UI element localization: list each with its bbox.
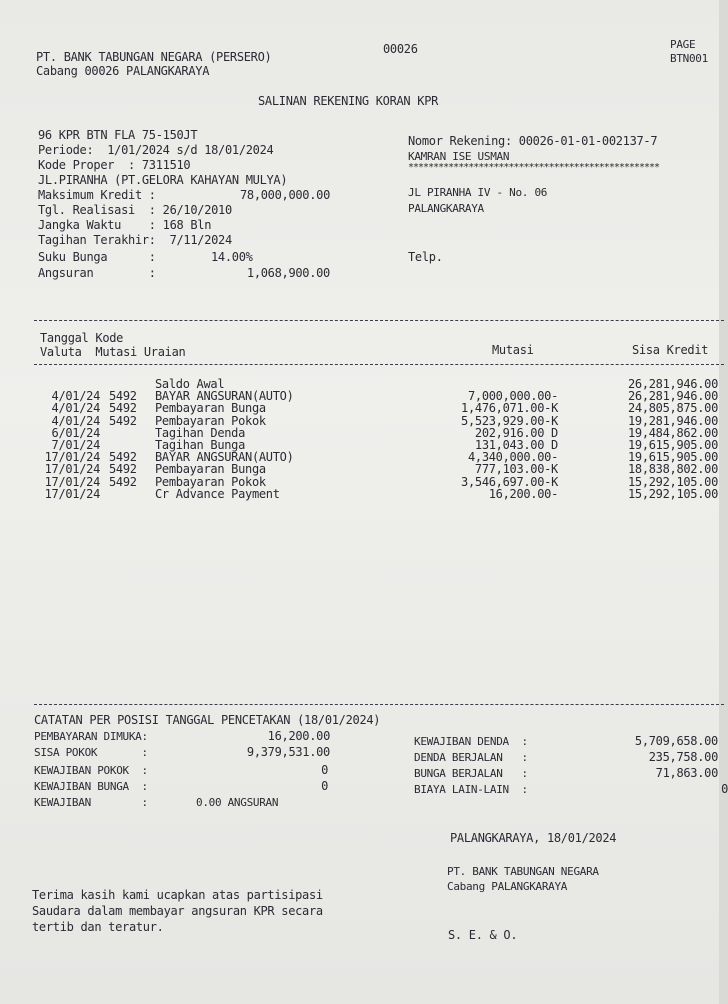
col-head-date-code: Tanggal Kode (40, 331, 124, 345)
summary-title: CATATAN PER POSISI TANGGAL PENCETAKAN (18/01/2024) (34, 713, 381, 727)
running-interest-label: BUNGA BERJALAN : (414, 767, 528, 780)
prepaid-label: PEMBAYARAN DIMUKA: (34, 730, 148, 743)
running-penalty-label: DENDA BERJALAN : (414, 751, 528, 764)
col-head-sisa: Sisa Kredit (632, 343, 709, 357)
row-description: Cr Advance Payment (155, 486, 280, 501)
row-mutasi: 4,340,000.00- (467, 450, 558, 465)
project-name: JL.PIRANHA (PT.GELORA KAHAYAN MULYA) (38, 173, 288, 187)
row-date: 7/01/24 (51, 438, 100, 452)
row-balance: 15,292,105.00 (627, 474, 718, 489)
row-date: 4/01/24 (51, 401, 100, 416)
row-code: 5492 (109, 413, 137, 428)
penalty-obligation-label: KEWAJIBAN DENDA : (414, 735, 528, 748)
row-date: 17/01/24 (44, 462, 100, 477)
form-code: BTN001 (670, 52, 708, 65)
row-balance: 26,281,946.00 (627, 389, 718, 404)
errors-omissions: S. E. & O. (448, 928, 518, 942)
place-date: PALANGKARAYA, 18/01/2024 (450, 831, 617, 845)
principal-due-label: KEWAJIBAN POKOK : (34, 764, 148, 777)
row-code: 5492 (109, 474, 137, 489)
signature-bank: PT. BANK TABUNGAN NEGARA (447, 865, 599, 878)
interest-due-label: KEWAJIBAN BUNGA : (34, 780, 148, 793)
row-mutasi: 7,000,000.00- (467, 389, 558, 404)
period: Periode: 1/01/2024 s/d 18/01/2024 (38, 143, 274, 157)
row-balance: 19,484,862.00 (627, 425, 718, 440)
row-description: BAYAR ANGSURAN(AUTO) (155, 450, 294, 465)
branch-name: Cabang 00026 PALANGKARAYA (36, 64, 210, 78)
row-date: 17/01/24 (44, 474, 100, 489)
row-date: 6/01/24 (51, 425, 100, 440)
other-fees-label: BIAYA LAIN-LAIN : (414, 783, 528, 796)
penalty-obligation-value: 5,709,658.00 (634, 734, 718, 748)
kode-proper: Kode Proper : 7311510 (38, 158, 191, 172)
divider-header (34, 364, 724, 365)
row-balance: 19,281,946.00 (627, 413, 718, 428)
row-mutasi: 202,916.00 D (474, 425, 558, 440)
thanks-line-1: Terima kasih kami ucapkan atas partisipasi (32, 888, 323, 902)
installment-label: Angsuran : (38, 266, 156, 280)
row-balance: 26,281,946.00 (627, 377, 718, 391)
row-balance: 24,805,875.00 (627, 401, 718, 416)
row-mutasi: 16,200.00- (488, 486, 558, 501)
row-mutasi: 1,476,071.00-K (461, 401, 558, 416)
signature-branch: Cabang PALANGKARAYA (447, 880, 568, 893)
prepaid-value: 16,200.00 (267, 729, 330, 743)
col-head-valuta-desc: Valuta Mutasi Uraian (40, 345, 186, 359)
bank-name: PT. BANK TABUNGAN NEGARA (PERSERO) (36, 50, 272, 64)
product-name: 96 KPR BTN FLA 75-150JT (38, 128, 198, 142)
row-description: BAYAR ANGSURAN(AUTO) (155, 389, 294, 404)
installment-value: 1,068,900.00 (246, 266, 330, 280)
row-mutasi: 5,523,929.00-K (461, 413, 558, 428)
address-line-1: JL PIRANHA IV - No. 06 (408, 186, 548, 199)
thanks-line-3: tertib dan teratur. (32, 920, 164, 934)
interest-rate-label: Suku Bunga : (38, 250, 156, 264)
row-mutasi: 777,103.00-K (474, 462, 558, 477)
obligation-value: 0.00 ANGSURAN (196, 796, 279, 809)
stars-separator: ************************************************** (408, 162, 660, 173)
term: Jangka Waktu : 168 Bln (38, 218, 212, 232)
row-balance: 19,615,905.00 (627, 438, 718, 452)
interest-rate-value: 14.00% (211, 250, 253, 264)
row-date: 17/01/24 (44, 450, 100, 465)
account-number: Nomor Rekening: 00026-01-01-002137-7 (408, 134, 658, 148)
row-code: 5492 (109, 389, 137, 404)
divider-bottom (34, 704, 724, 705)
row-description: Pembayaran Pokok (155, 474, 266, 489)
row-date: 17/01/24 (44, 486, 100, 501)
max-credit-label: Maksimum Kredit : (38, 188, 156, 202)
row-description: Tagihan Denda (155, 425, 246, 440)
document-title: SALINAN REKENING KORAN KPR (258, 94, 439, 108)
other-fees-value: 0 (721, 782, 728, 796)
branch-code: 00026 (383, 42, 418, 56)
table-row (0, 487, 719, 501)
row-code: 5492 (109, 462, 137, 477)
thanks-line-2: Saudara dalam membayar angsuran KPR secara (32, 904, 323, 918)
customer-name: KAMRAN ISE USMAN (408, 150, 510, 163)
divider-top (34, 320, 724, 321)
phone-label: Telp. (408, 250, 443, 264)
row-description: Pembayaran Bunga (155, 462, 266, 477)
row-balance: 19,615,905.00 (627, 450, 718, 465)
interest-due-value: 0 (321, 779, 328, 793)
row-description: Saldo Awal (155, 377, 225, 391)
remaining-principal-label: SISA POKOK : (34, 746, 148, 759)
address-line-2: PALANGKARAYA (408, 202, 484, 215)
row-mutasi: 131,043.00 D (474, 438, 558, 452)
row-date: 4/01/24 (51, 413, 100, 428)
running-interest-value: 71,863.00 (655, 766, 718, 780)
row-balance: 18,838,802.00 (627, 462, 718, 477)
remaining-principal-value: 9,379,531.00 (246, 745, 330, 759)
row-description: Pembayaran Bunga (155, 401, 266, 416)
row-code: 5492 (109, 450, 137, 465)
realization-date: Tgl. Realisasi : 26/10/2010 (38, 203, 232, 217)
row-code: 5492 (109, 401, 137, 416)
row-description: Pembayaran Pokok (155, 413, 266, 428)
row-description: Tagihan Bunga (155, 438, 246, 452)
row-balance: 15,292,105.00 (627, 486, 718, 501)
running-penalty-value: 235,758.00 (648, 750, 718, 764)
last-bill: Tagihan Terakhir: 7/11/2024 (38, 233, 232, 247)
principal-due-value: 0 (321, 763, 328, 777)
col-head-mutasi: Mutasi (492, 343, 534, 357)
obligation-label: KEWAJIBAN : (34, 796, 148, 809)
row-mutasi: 3,546,697.00-K (461, 474, 558, 489)
page-label: PAGE (670, 38, 696, 51)
max-credit-value: 78,000,000.00 (239, 188, 330, 202)
row-date: 4/01/24 (51, 389, 100, 404)
